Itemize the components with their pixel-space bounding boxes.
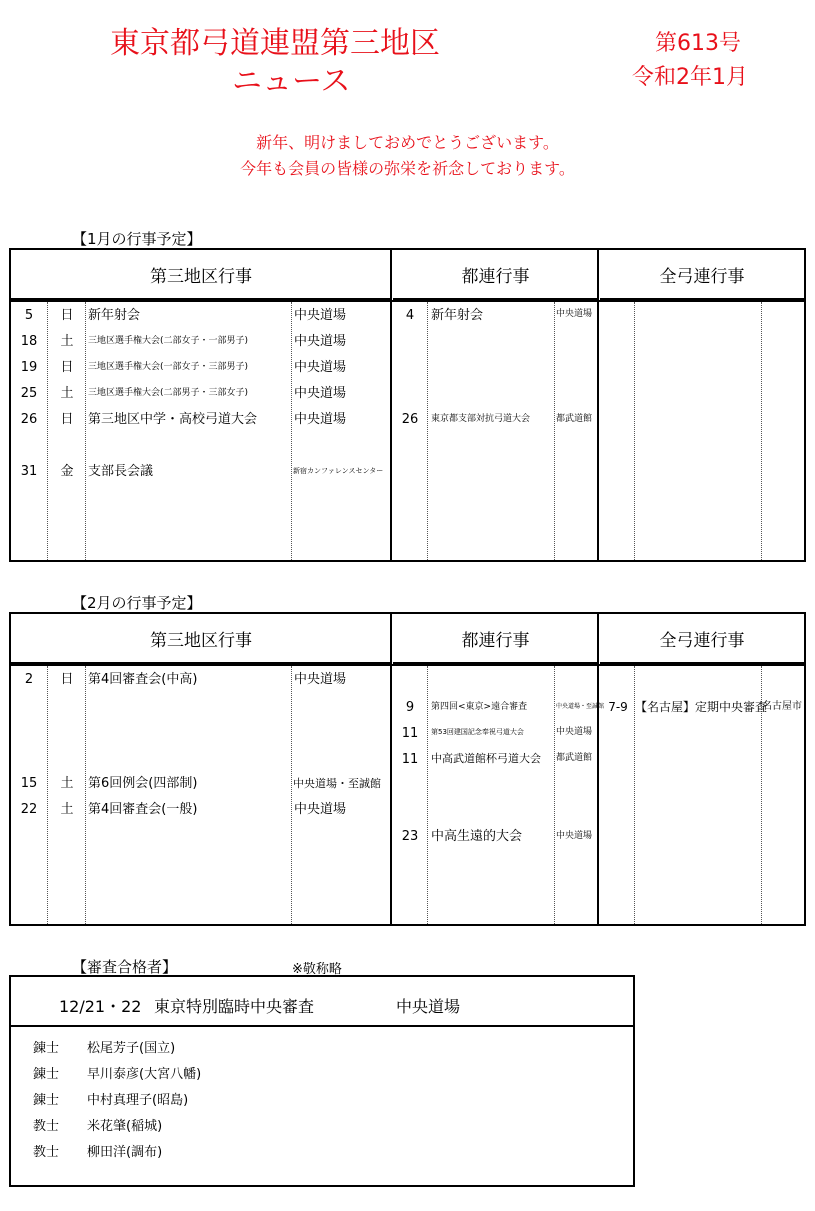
event-name: 東京都支部対抗弓道大会 [431, 414, 531, 424]
event-weekday: 金 [60, 464, 74, 479]
event-weekday: 日 [60, 308, 74, 323]
event-place: 中央道場 [556, 831, 593, 841]
event-name: 【名古屋】定期中央審査 [635, 700, 768, 714]
event-day: 18 [20, 334, 38, 349]
event-name: 中高生遠的大会 [431, 829, 523, 844]
exam-heading: 【審査合格者】 [72, 958, 178, 976]
issue-date: 令和2年1月 [632, 65, 748, 90]
jan-col-toren: 都連行事 [393, 250, 598, 300]
event-weekday: 日 [60, 672, 74, 687]
event-name: 第6回例会(四部制) [88, 776, 198, 791]
passer-rank: 錬士 [33, 1093, 60, 1108]
event-name: 第三地区中学・高校弓道大会 [88, 412, 258, 427]
event-place: 名古屋市 [762, 701, 802, 712]
event-day: 11 [401, 752, 419, 767]
greeting-line-2: 今年も会員の皆様の弥栄を祈念しております。 [240, 159, 575, 178]
event-name: 新年射会 [88, 308, 141, 323]
event-name: 三地区選手権大会(一部女子・三部男子) [88, 362, 249, 372]
event-day: 25 [20, 386, 38, 401]
event-place: 都武道館 [556, 753, 593, 763]
newsletter-title: 東京都弓道連盟第三地区 [110, 26, 440, 61]
event-place: 中央道場 [556, 727, 593, 737]
feb-schedule-table [9, 612, 806, 926]
event-place: 中央道場 [556, 309, 593, 319]
event-day: 11 [401, 726, 419, 741]
jan-schedule-heading: 【1月の行事予定】 [72, 230, 202, 248]
event-name: 中高武道館杯弓道大会 [431, 752, 541, 765]
jan-col-zenkyu: 全弓連行事 [600, 250, 804, 300]
event-place: 中央道場 [294, 802, 347, 817]
newsletter-subtitle: ニュース [232, 64, 351, 99]
event-day: 22 [20, 802, 38, 817]
event-place: 新宿カンファレンスセンター [293, 467, 384, 475]
event-weekday: 土 [60, 802, 74, 817]
exam-name: 東京特別臨時中央審査 [154, 997, 315, 1016]
event-day: 4 [405, 308, 415, 323]
event-day: 5 [24, 308, 34, 323]
passer-name: 米花肇(稲城) [87, 1119, 163, 1134]
event-weekday: 日 [60, 360, 74, 375]
event-place: 中央道場 [294, 308, 347, 323]
feb-schedule-heading: 【2月の行事予定】 [72, 594, 202, 612]
event-place: 中央道場 [294, 360, 347, 375]
event-place: 中央道場 [294, 412, 347, 427]
honorifics-note: ※敬称略 [292, 962, 342, 977]
passer-name: 松尾芳子(国立) [87, 1041, 176, 1056]
event-day: 2 [24, 672, 34, 687]
event-day: 19 [20, 360, 38, 375]
exam-place: 中央道場 [396, 997, 461, 1016]
passer-name: 早川泰彦(大宮八幡) [87, 1067, 202, 1082]
exam-info [11, 977, 633, 1027]
event-name: 新年射会 [431, 308, 484, 323]
passer-rank: 教士 [33, 1119, 60, 1134]
passer-name: 中村真理子(昭島) [87, 1093, 189, 1108]
event-day: 7-9 [608, 700, 628, 714]
feb-col-toren: 都連行事 [393, 614, 598, 664]
event-name: 第53回建国記念奉祝弓道大会 [431, 728, 524, 736]
event-name: 三地区選手権大会(二部女子・一部男子) [88, 336, 249, 346]
event-place: 中央道場・至誠館 [556, 703, 605, 710]
event-day: 31 [20, 464, 38, 479]
event-place: 都武道館 [556, 414, 593, 424]
event-weekday: 日 [60, 412, 74, 427]
exam-date: 12/21・22 [59, 997, 142, 1016]
event-name: 第4回審査会(中高) [88, 672, 198, 687]
event-name: 第4回審査会(一般) [88, 802, 198, 817]
issue-number: 第613号 [655, 31, 741, 56]
event-day: 15 [20, 776, 38, 791]
event-place: 中央道場・至誠館 [293, 777, 381, 790]
passer-rank: 錬士 [33, 1041, 60, 1056]
event-name: 第四回<東京>遠合審査 [431, 702, 528, 712]
feb-col-chiku: 第三地区行事 [11, 614, 391, 664]
event-weekday: 土 [60, 386, 74, 401]
event-weekday: 土 [60, 334, 74, 349]
event-weekday: 土 [60, 776, 74, 791]
feb-col-zenkyu: 全弓連行事 [600, 614, 804, 664]
event-day: 9 [405, 700, 415, 715]
greeting-line-1: 新年、明けましておめでとうございます。 [256, 133, 559, 152]
exam-results-box [9, 975, 635, 1187]
event-name: 三地区選手権大会(二部男子・三部女子) [88, 388, 249, 398]
jan-col-chiku: 第三地区行事 [11, 250, 391, 300]
event-place: 中央道場 [294, 672, 347, 687]
event-name: 支部長会議 [88, 464, 154, 479]
jan-schedule-table [9, 248, 806, 562]
event-place: 中央道場 [294, 386, 347, 401]
event-day: 26 [20, 412, 38, 427]
event-day: 23 [401, 829, 419, 844]
event-place: 中央道場 [294, 334, 347, 349]
passer-name: 柳田洋(調布) [87, 1145, 163, 1160]
passer-rank: 教士 [33, 1145, 60, 1160]
event-day: 26 [401, 412, 419, 427]
passer-rank: 錬士 [33, 1067, 60, 1082]
